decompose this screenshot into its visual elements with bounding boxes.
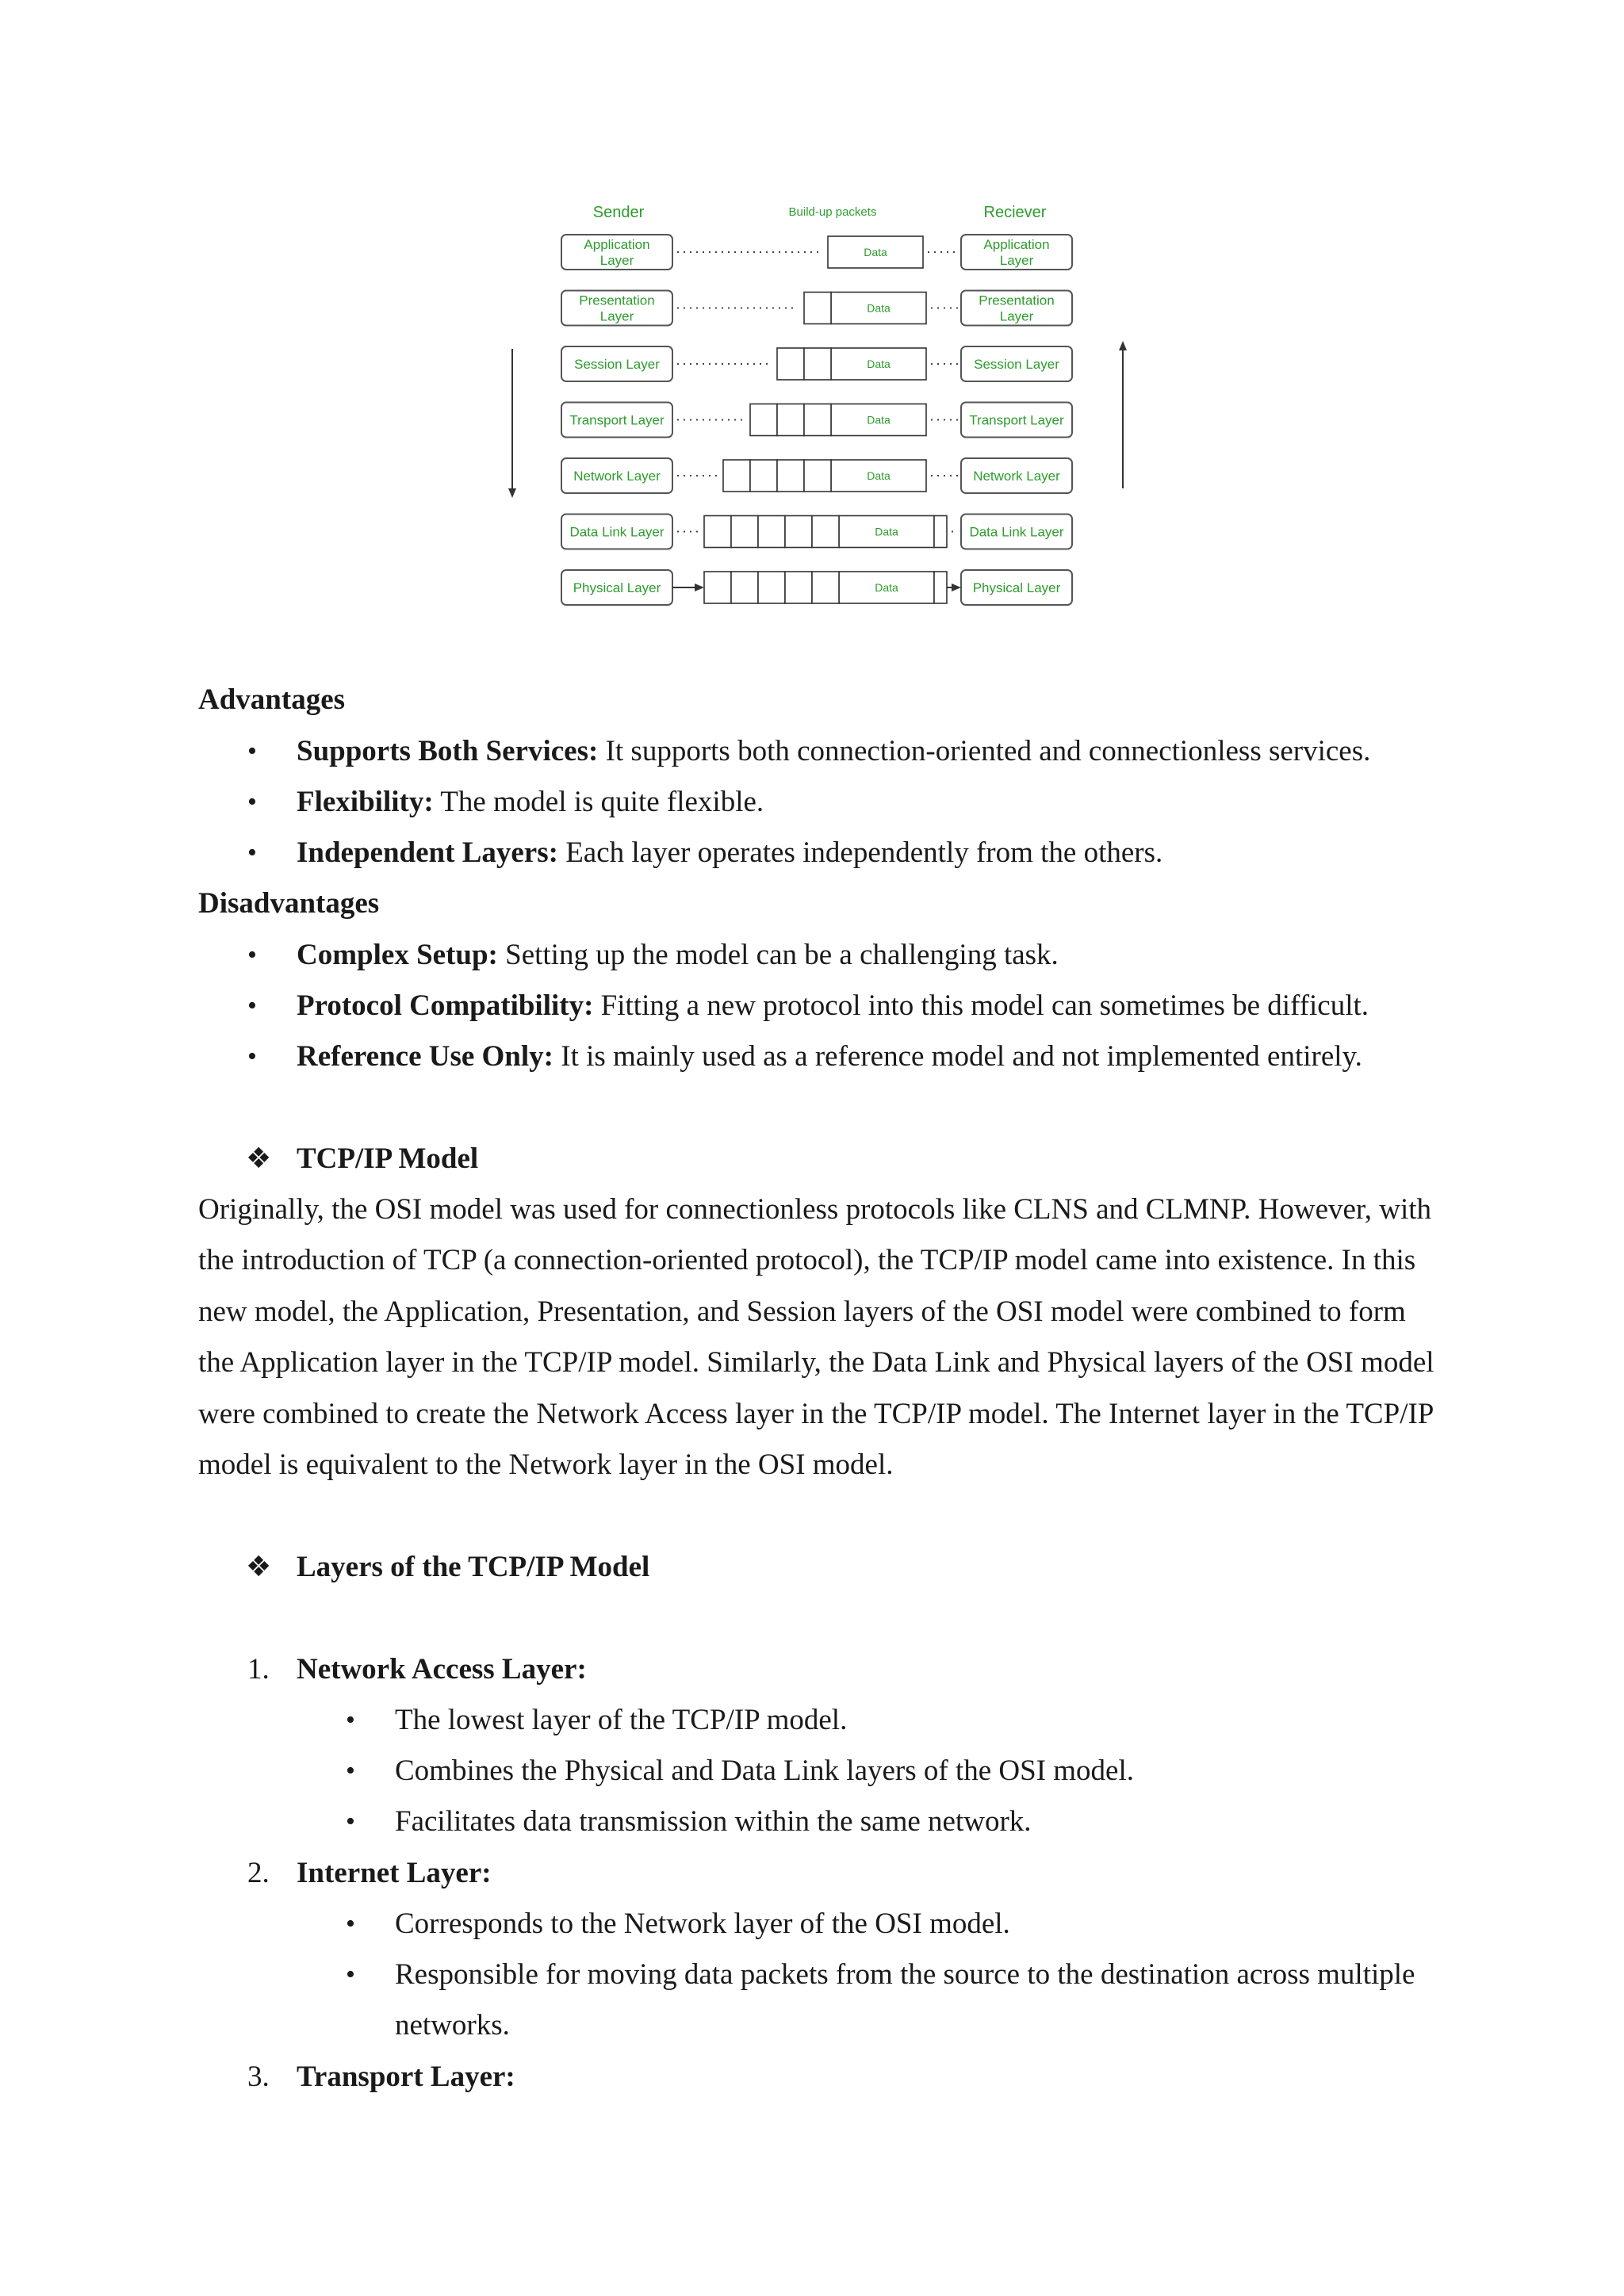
header-cell	[785, 572, 812, 603]
layer-point: Corresponds to the Network layer of the OSI model.	[395, 1908, 1010, 1940]
list-number: 1.	[247, 1653, 270, 1686]
header-cell	[785, 516, 812, 548]
data-label: Data	[867, 358, 891, 370]
build-up-packets-title: Build-up packets	[788, 205, 877, 219]
data-label: Data	[867, 469, 891, 482]
header-cell	[812, 516, 839, 548]
diagram-row	[561, 291, 1072, 326]
header-cell	[777, 460, 804, 492]
tcpip-heading: TCP/IP Model	[297, 1142, 479, 1175]
layer-label: Data Link Layer	[969, 524, 1064, 540]
diagram-row	[561, 235, 1072, 270]
disadvantage-item: Complex Setup: Setting up the model can be a challenging task.	[297, 939, 1059, 971]
header-cell	[777, 404, 804, 436]
data-label: Data	[875, 525, 898, 538]
advantage-item: Flexibility: The model is quite flexible.	[297, 786, 764, 818]
list-number: 3.	[247, 2061, 270, 2093]
trailer-cell	[934, 516, 947, 548]
layers-heading: Layers of the TCP/IP Model	[297, 1551, 650, 1583]
layer-label: Physical Layer	[573, 580, 661, 595]
data-label: Data	[867, 413, 891, 427]
layer-label: Session Layer	[974, 357, 1059, 372]
header-cell	[704, 572, 731, 603]
layer-label: Network Layer	[973, 469, 1060, 484]
layer-label: Presentation Layer	[579, 293, 655, 324]
layer-title: Transport Layer:	[297, 2061, 515, 2093]
data-label: Data	[875, 581, 898, 594]
header-cell	[804, 348, 831, 380]
layer-label: Transport Layer	[569, 412, 665, 428]
layer-point: The lowest layer of the TCP/IP model.	[395, 1704, 848, 1736]
diagram-row	[561, 403, 1072, 438]
disadvantages-heading: Disadvantages	[198, 887, 380, 920]
advantage-item: Independent Layers: Each layer operates independently from the others.	[297, 836, 1163, 869]
layer-title: Network Access Layer:	[297, 1653, 587, 1686]
tcpip-paragraph: Originally, the OSI model was used for connectionless protocols like CLNS and CLMNP. However, with the introduction of TCP (a connection-oriented protocol), the TCP/IP model came into existence. In this new model, the Application, Presentation, and Session layers of the OSI model were combined to form the Application layer in the TCP/IP model. Similarly, the Data Link and Physical layers of the OSI model were combined to create the Network Access layer in the TCP/IP model. The Internet layer in the TCP/IP model is equivalent to the Network layer in the OSI model.	[198, 1193, 1434, 1482]
header-cell	[804, 293, 831, 324]
receiver-title: Reciever	[983, 204, 1047, 221]
diagram-row	[561, 570, 1072, 605]
header-cell	[704, 516, 731, 548]
bullet-dot: •	[247, 1042, 257, 1071]
layer-label: Session Layer	[574, 357, 660, 372]
layer-label: Data Link Layer	[569, 524, 665, 540]
bullet-dot: •	[346, 1807, 355, 1836]
layer-point: Responsible for moving data packets from the source to the destination across multiple networks.	[395, 1958, 1415, 2042]
up-arrowhead-icon	[1119, 341, 1127, 350]
header-cell	[804, 460, 831, 492]
header-cell	[723, 460, 750, 492]
diamond-bullet-icon: ❖	[246, 1551, 272, 1583]
layer-label: Network Layer	[573, 469, 661, 484]
layer-label: Transport Layer	[969, 412, 1064, 428]
sender-title: Sender	[592, 204, 645, 221]
list-number: 2.	[247, 1857, 270, 1889]
header-cell	[750, 404, 777, 436]
osi-encapsulation-diagram	[492, 187, 1142, 631]
layer-point: Facilitates data transmission within the same network.	[395, 1805, 1032, 1838]
layer-point: Combines the Physical and Data Link layers of the OSI model.	[395, 1755, 1135, 1787]
diagram-rows	[561, 235, 1072, 605]
layer-label: Physical Layer	[972, 580, 1061, 595]
arrowhead-icon	[695, 584, 704, 591]
header-cell	[750, 460, 777, 492]
header-cell	[758, 572, 785, 603]
header-cell	[812, 572, 839, 603]
advantages-heading: Advantages	[198, 683, 346, 716]
header-cell	[731, 516, 758, 548]
layer-label: Application Layer	[983, 237, 1050, 268]
header-cell	[777, 348, 804, 380]
disadvantage-item: Protocol Compatibility: Fitting a new protocol into this model can sometimes be difficult.	[297, 989, 1369, 1022]
bullet-dot: •	[247, 991, 257, 1020]
header-cell	[804, 404, 831, 436]
advantage-item: Supports Both Services: It supports both connection-oriented and connectionless services.	[297, 735, 1371, 767]
bullet-dot: •	[247, 737, 257, 766]
bullet-dot: •	[346, 1756, 355, 1785]
data-label: Data	[867, 301, 891, 315]
arrowhead-icon	[952, 584, 961, 591]
diamond-bullet-icon: ❖	[246, 1142, 272, 1175]
layer-label: Presentation Layer	[979, 293, 1055, 324]
bullet-dot: •	[247, 838, 257, 867]
diagram-row	[561, 458, 1072, 493]
bullet-dot: •	[247, 787, 257, 817]
header-cell	[731, 572, 758, 603]
data-label: Data	[864, 246, 887, 258]
layer-title: Internet Layer:	[297, 1857, 492, 1889]
diagram-row	[561, 515, 1072, 549]
disadvantage-item: Reference Use Only: It is mainly used as a reference model and not implemented entirely.	[297, 1040, 1362, 1073]
bullet-dot: •	[346, 1705, 355, 1735]
diagram-row	[561, 346, 1072, 381]
header-cell	[758, 516, 785, 548]
down-arrowhead-icon	[508, 488, 516, 498]
bullet-dot: •	[346, 1960, 355, 1989]
bullet-dot: •	[247, 940, 257, 970]
bullet-dot: •	[346, 1909, 355, 1938]
trailer-cell	[934, 572, 947, 603]
layer-label: Application Layer	[584, 237, 650, 268]
